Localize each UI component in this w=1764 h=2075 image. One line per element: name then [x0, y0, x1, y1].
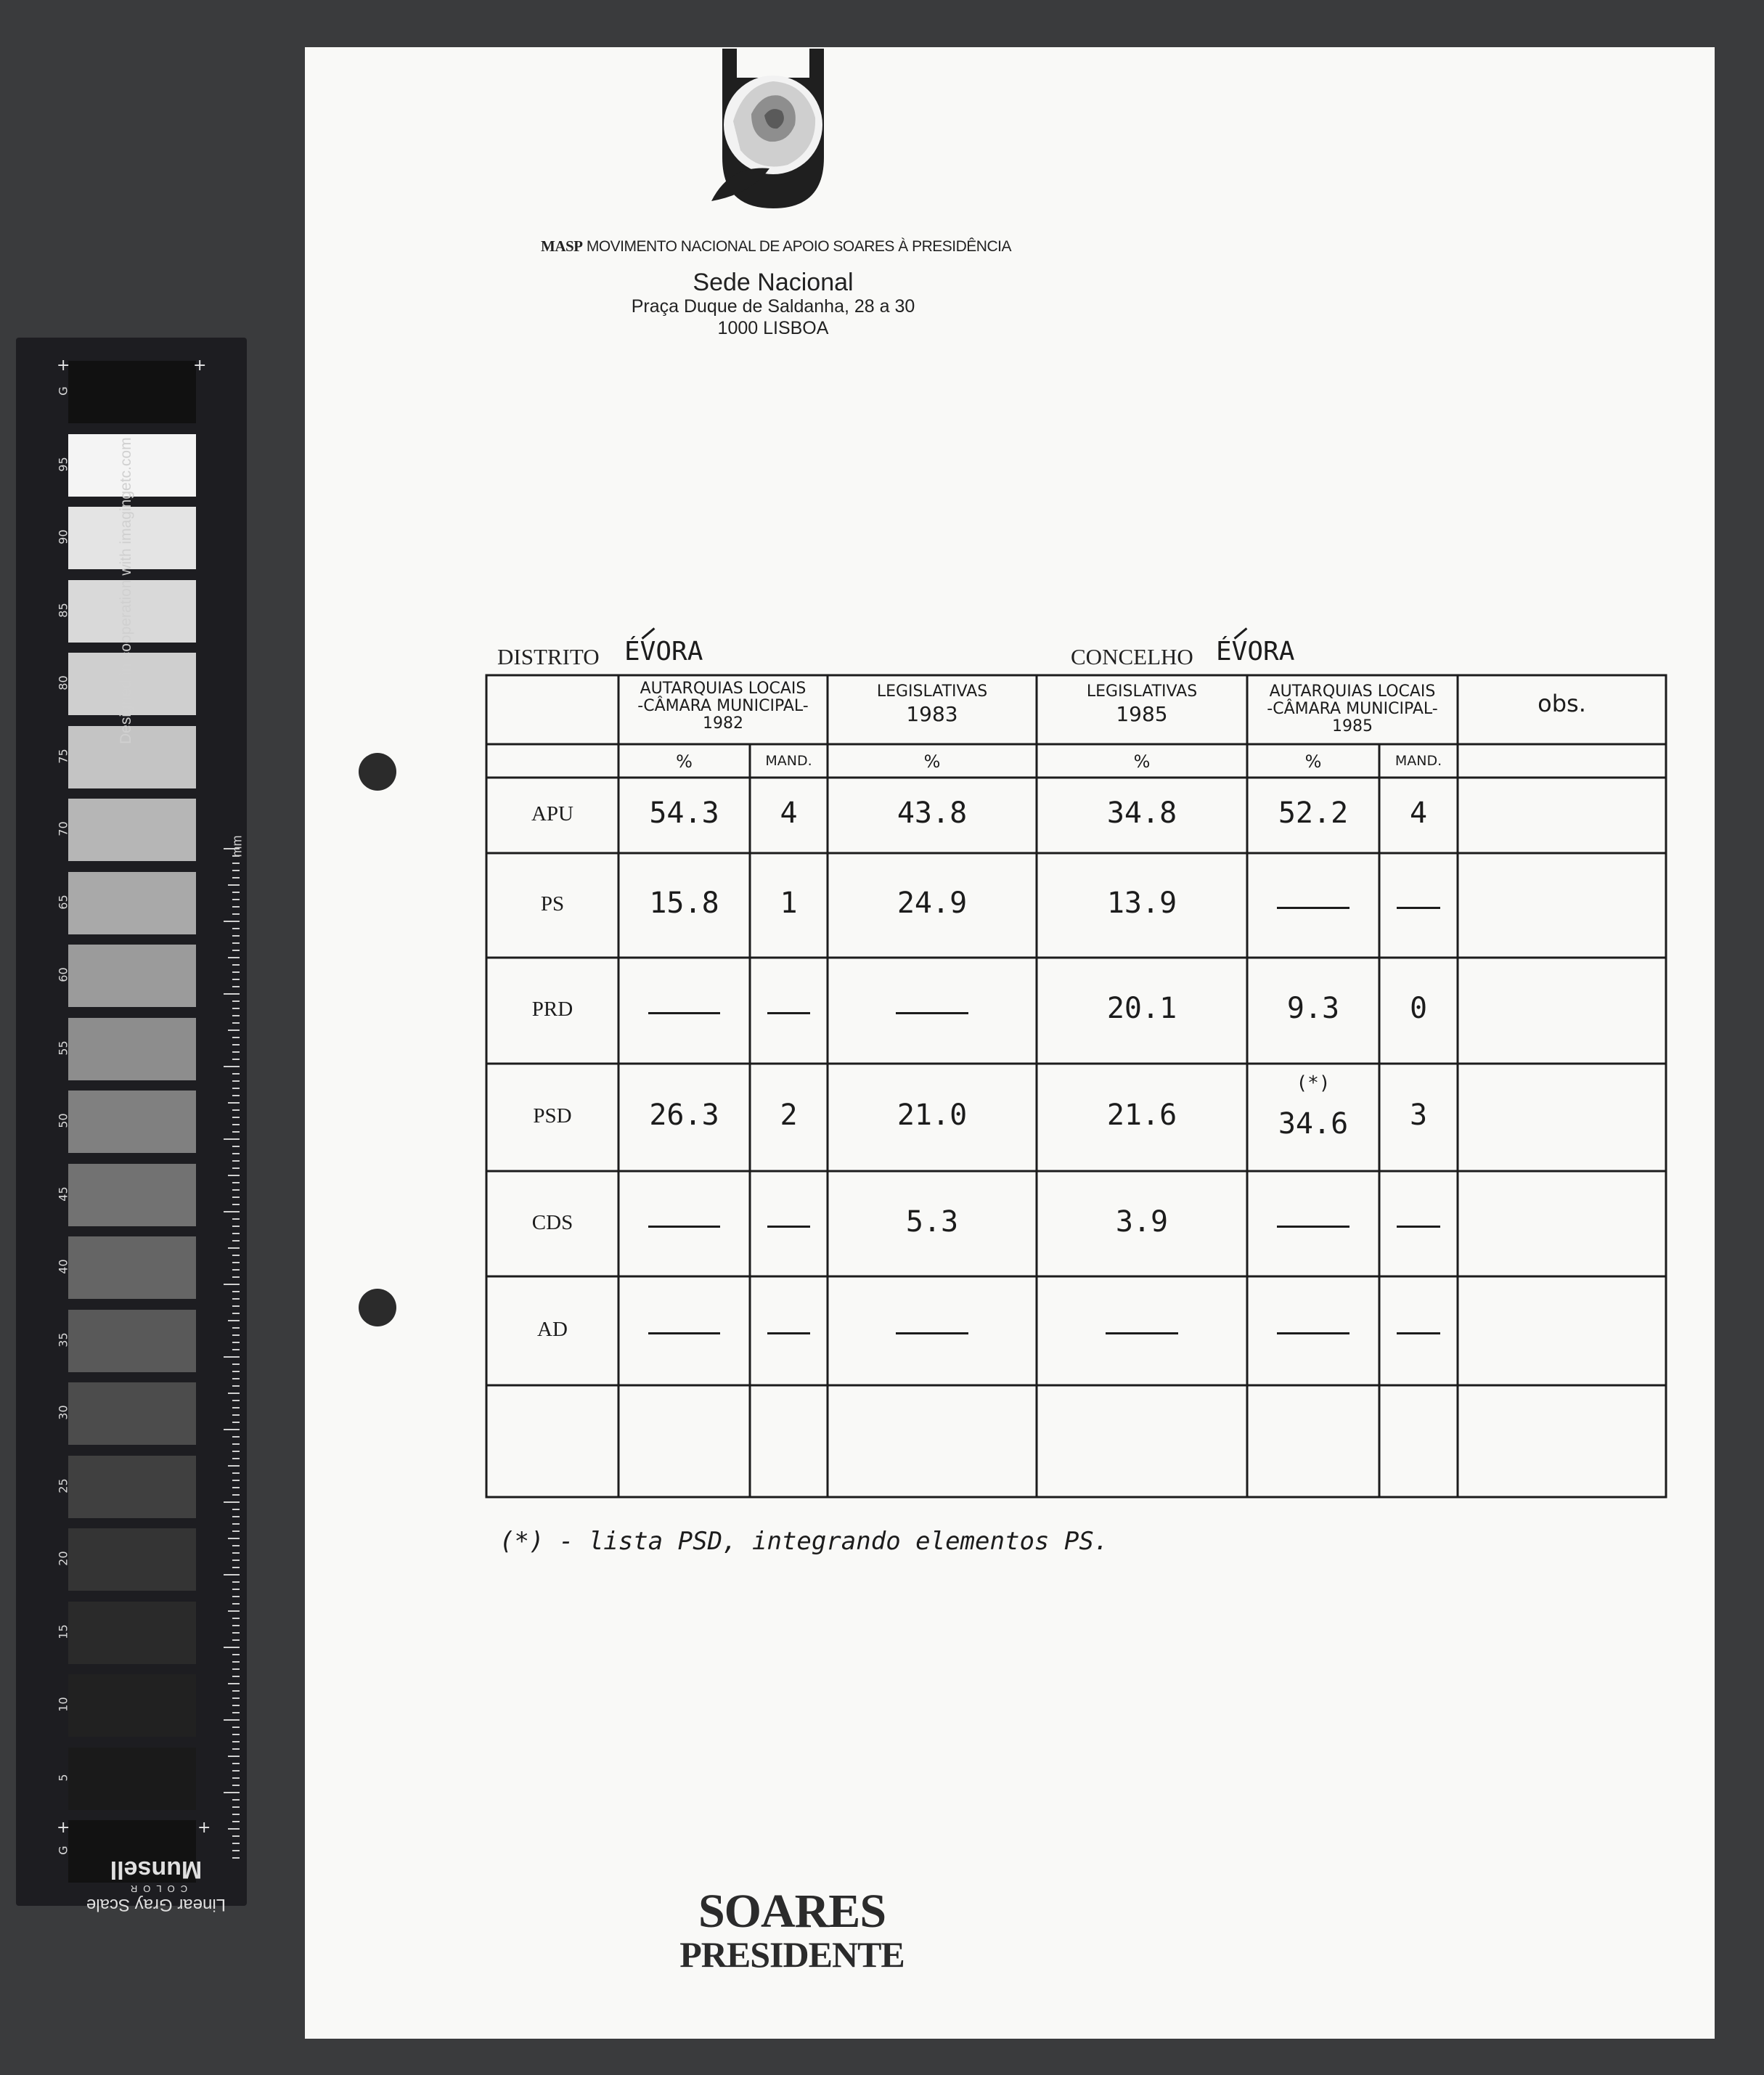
party-name: APU: [531, 802, 573, 825]
party-name: CDS: [531, 1210, 573, 1234]
slogan-line-1: SOARES: [698, 1885, 886, 1938]
header-autarquias-1982: [618, 680, 828, 733]
gray-scale-label: 40: [56, 1259, 70, 1274]
result-value: 0: [1409, 992, 1428, 1025]
gray-scale-label: 95: [56, 456, 70, 472]
gray-scale-label: 30: [56, 1405, 70, 1420]
result-value: 34.6: [1278, 1107, 1349, 1141]
subheader-percent: %: [1133, 751, 1151, 772]
rose-logo: [701, 49, 846, 216]
empty-value-dash: [896, 1332, 968, 1334]
empty-value-dash: [767, 1012, 810, 1014]
party-name: AD: [537, 1318, 568, 1341]
punch-hole: [359, 753, 396, 791]
header-line: 1982: [703, 714, 743, 733]
distrito-value: ÉVORA: [624, 637, 703, 666]
header-line: LEGISLATIVAS: [876, 682, 988, 701]
gray-patch: [68, 1164, 196, 1226]
scale-brand: [73, 1855, 240, 1915]
gray-scale-label: 60: [56, 967, 70, 982]
party-name: PRD: [531, 998, 573, 1021]
subheader-percent: %: [1304, 751, 1322, 772]
gray-scale-label: G: [56, 386, 70, 396]
punch-hole: [359, 1289, 396, 1326]
gray-patch: [68, 1310, 196, 1372]
gray-scale-card: [16, 338, 247, 1915]
result-value: 20.1: [1106, 992, 1177, 1025]
header-obs: obs.: [1538, 690, 1586, 717]
empty-value-dash: [648, 1332, 721, 1334]
party-name: PS: [540, 892, 565, 916]
org-abbr: MASP: [541, 237, 583, 255]
result-value: 1: [780, 886, 798, 920]
result-value: 34.8: [1106, 796, 1177, 830]
result-footnote-marker: (*): [1296, 1072, 1331, 1094]
header-legislativas-1985: [1037, 683, 1247, 728]
result-value: 43.8: [897, 796, 968, 830]
organization-line: [541, 237, 1011, 256]
subheader-mandates: MAND.: [1395, 753, 1442, 769]
gray-patch: [68, 799, 196, 861]
header-line: 1985: [1116, 702, 1168, 726]
gray-patch: [68, 1236, 196, 1299]
concelho-label: CONCELHO: [1071, 644, 1193, 669]
scale-credit: Designed in cooperation with imagingetc.com: [118, 437, 134, 744]
header-line: -CÂMARA MUNICIPAL-: [637, 697, 809, 715]
result-value: 3.9: [1115, 1204, 1169, 1239]
gray-scale-label: 70: [56, 821, 70, 836]
scale-brand-sub: COLOR: [124, 1883, 188, 1894]
result-value: 4: [780, 796, 798, 830]
result-value: 13.9: [1106, 886, 1177, 920]
result-value: 52.2: [1278, 796, 1349, 830]
empty-value-dash: [1106, 1332, 1178, 1334]
gray-scale-label: 15: [56, 1623, 70, 1639]
gray-scale-label: 85: [56, 602, 70, 618]
empty-value-dash: [648, 1012, 721, 1014]
gray-patch: [68, 945, 196, 1007]
result-value: 2: [780, 1098, 798, 1132]
gray-patch: [68, 1748, 196, 1810]
empty-value-dash: [1277, 907, 1349, 909]
header-line: AUTARQUIAS LOCAIS: [1269, 682, 1436, 701]
org-name: MOVIMENTO NACIONAL DE APOIO SOARES À PRESIDÊNCIA: [586, 238, 1011, 255]
distrito-label: DISTRITO: [497, 644, 600, 669]
registration-cross-icon: +: [57, 356, 70, 375]
header-line: AUTARQUIAS LOCAIS: [640, 680, 807, 698]
gray-patch: [68, 1674, 196, 1737]
header-line: -CÂMARA MUNICIPAL-: [1267, 700, 1438, 718]
empty-value-dash: [767, 1332, 810, 1334]
result-value: 21.0: [897, 1098, 968, 1132]
gray-patch: [68, 1382, 196, 1445]
header-line: 1983: [906, 702, 958, 726]
address-line-1: Praça Duque de Saldanha, 28 a 30: [631, 296, 915, 317]
subheader-mandates: MAND.: [765, 753, 812, 769]
registration-cross-icon: +: [193, 356, 207, 375]
empty-value-dash: [1397, 907, 1440, 909]
gray-scale-label: 80: [56, 675, 70, 690]
result-value: 26.3: [649, 1098, 719, 1132]
empty-value-dash: [648, 1226, 721, 1228]
gray-scale-label: 90: [56, 529, 70, 545]
gray-scale-label: G: [56, 1846, 70, 1855]
gray-scale-label: 50: [56, 1113, 70, 1128]
gray-scale-label: 75: [56, 748, 70, 764]
gray-patch: [68, 1602, 196, 1664]
result-value: 9.3: [1286, 992, 1340, 1025]
sede-title: Sede Nacional: [693, 269, 854, 296]
header-line: 1985: [1332, 717, 1373, 735]
gray-patch: [68, 1018, 196, 1080]
empty-value-dash: [896, 1012, 968, 1014]
gray-scale-label: 35: [56, 1332, 70, 1348]
mm-ruler: [224, 846, 240, 1862]
header-line: LEGISLATIVAS: [1086, 682, 1198, 701]
result-value: 3: [1409, 1098, 1428, 1132]
result-value: 21.6: [1106, 1098, 1177, 1132]
gray-scale-label: 25: [56, 1477, 70, 1493]
subheader-percent: %: [676, 751, 693, 772]
scale-brand-name: Munsell: [110, 1856, 203, 1883]
gray-scale-label: 45: [56, 1186, 70, 1202]
subheader-percent: %: [923, 751, 941, 772]
party-name: PSD: [533, 1104, 572, 1128]
gray-scale-label: 20: [56, 1551, 70, 1566]
gray-patch: [68, 1091, 196, 1153]
address-line-2: 1000 LISBOA: [717, 318, 829, 338]
document-page: [305, 47, 1715, 2039]
header-legislativas-1983: [828, 683, 1037, 728]
result-value: 4: [1409, 796, 1428, 830]
result-value: 15.8: [649, 886, 719, 920]
result-value: 54.3: [649, 796, 719, 830]
registration-cross-icon: +: [197, 1819, 211, 1837]
gray-patch: [68, 1456, 196, 1518]
gray-patch: [68, 1528, 196, 1591]
gray-patch: [68, 872, 196, 934]
scale-unit: mm: [229, 835, 245, 857]
empty-value-dash: [1277, 1226, 1349, 1228]
registration-cross-icon: +: [57, 1819, 70, 1837]
result-value: 24.9: [897, 886, 968, 920]
gray-scale-label: 55: [56, 1040, 70, 1056]
footnote: (*) - lista PSD, integrando elementos PS.: [499, 1527, 1109, 1556]
header-autarquias-1985: [1247, 683, 1458, 735]
empty-value-dash: [1277, 1332, 1349, 1334]
empty-value-dash: [767, 1226, 810, 1228]
result-value: 5.3: [905, 1204, 959, 1239]
empty-value-dash: [1397, 1332, 1440, 1334]
table-grid: [305, 47, 1715, 2039]
gray-scale-label: 10: [56, 1697, 70, 1712]
scale-title: Linear Gray Scale: [86, 1895, 226, 1915]
gray-scale-label: 65: [56, 894, 70, 910]
election-results-table: [305, 47, 1715, 2039]
empty-value-dash: [1397, 1226, 1440, 1228]
slogan-line-2: PRESIDENTE: [679, 1934, 905, 1975]
concelho-value: ÉVORA: [1216, 637, 1295, 666]
gray-scale-label: 5: [56, 1773, 70, 1782]
